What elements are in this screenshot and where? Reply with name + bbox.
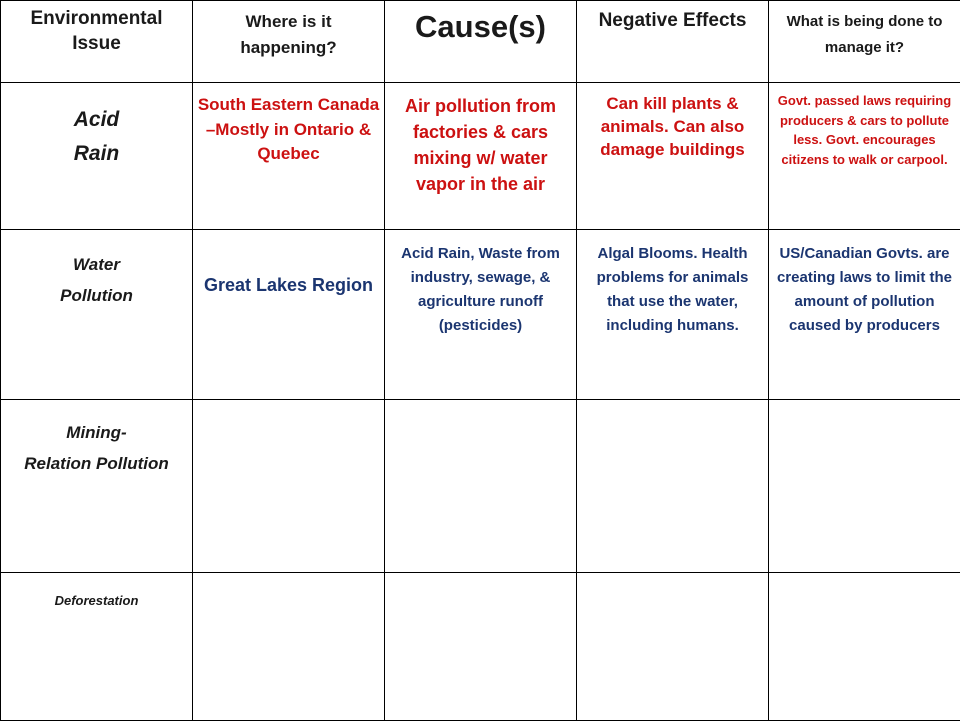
issue-cell bbox=[1, 400, 193, 573]
where-cell bbox=[193, 230, 385, 400]
cause-cell bbox=[385, 400, 577, 573]
effects-cell bbox=[577, 83, 769, 230]
effects-text: Algal Blooms. Health problems for animals that use the water, including humans. bbox=[581, 230, 764, 338]
header-issue: Environmental Issue bbox=[5, 1, 188, 56]
issue-label: Deforestation bbox=[5, 573, 188, 610]
header-effects: Negative Effects bbox=[581, 1, 764, 34]
manage-cell bbox=[769, 400, 960, 573]
where-text: Great Lakes Region bbox=[197, 230, 380, 300]
issue-cell bbox=[1, 83, 193, 230]
where-cell bbox=[193, 400, 385, 573]
manage-cell bbox=[769, 230, 960, 400]
header-cell-where bbox=[193, 1, 385, 83]
effects-cell bbox=[577, 400, 769, 573]
issue-label: Acid Rain bbox=[5, 83, 188, 170]
effects-cell bbox=[577, 573, 769, 721]
cause-text: Acid Rain, Waste from industry, sewage, & agriculture runoff (pesticides) bbox=[389, 230, 572, 338]
table-row-acid-rain bbox=[1, 83, 960, 230]
header-cell-manage bbox=[769, 1, 960, 83]
effects-text: Can kill plants & animals. Can also damage buildings bbox=[581, 83, 764, 162]
table-row-water-pollution bbox=[1, 230, 960, 400]
header-cell-cause bbox=[385, 1, 577, 83]
issue-cell bbox=[1, 573, 193, 721]
effects-cell bbox=[577, 230, 769, 400]
table-row-deforestation bbox=[1, 573, 960, 721]
manage-text: US/Canadian Govts. are creating laws to limit the amount of pollution caused by producers bbox=[773, 230, 956, 338]
manage-cell bbox=[769, 83, 960, 230]
header-cause: Cause(s) bbox=[389, 1, 572, 47]
manage-text: Govt. passed laws requiring producers & cars to pollute less. Govt. encourages citizens to walk or carpool. bbox=[773, 83, 956, 169]
issue-cell bbox=[1, 230, 193, 400]
issue-label: Mining- Relation Pollution bbox=[5, 400, 188, 479]
manage-cell bbox=[769, 573, 960, 721]
header-cell-effects bbox=[577, 1, 769, 83]
header-row bbox=[1, 1, 960, 83]
where-cell bbox=[193, 573, 385, 721]
header-cell-issue bbox=[1, 1, 193, 83]
table-row-mining-pollution bbox=[1, 400, 960, 573]
cause-cell bbox=[385, 573, 577, 721]
where-cell bbox=[193, 83, 385, 230]
header-manage: What is being done to manage it? bbox=[773, 1, 956, 60]
header-where: Where is it happening? bbox=[197, 1, 380, 62]
cause-text: Air pollution from factories & cars mixing w/ water vapor in the air bbox=[389, 83, 572, 197]
cause-cell bbox=[385, 83, 577, 230]
where-text: South Eastern Canada –Mostly in Ontario & Quebec bbox=[197, 83, 380, 167]
cause-cell bbox=[385, 230, 577, 400]
issue-label: Water Pollution bbox=[5, 230, 188, 311]
